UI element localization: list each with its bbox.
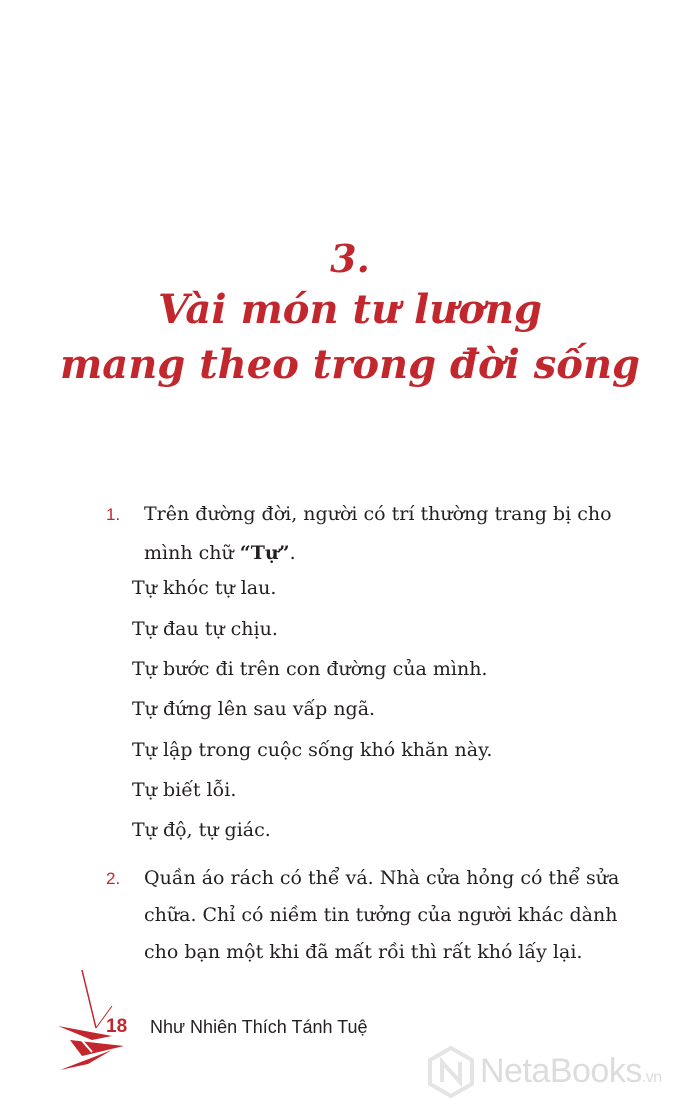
- item-1-line-2-prefix: mình chữ: [144, 542, 240, 564]
- watermark-suffix: .vn: [641, 1069, 662, 1086]
- item-1-number: 1.: [106, 505, 121, 524]
- watermark-text: [480, 1052, 662, 1091]
- sub-line: Tự lập trong cuộc sống khó khăn này.: [132, 739, 493, 761]
- sub-line: Tự đau tự chịu.: [132, 618, 278, 640]
- item-1-line-1: Trên đường đời, người có trí thường trang bị cho: [144, 503, 612, 525]
- emphasis-tu: “Tự”: [239, 542, 290, 564]
- sub-line: Tự bước đi trên con đường của mình.: [132, 658, 488, 680]
- page-number: 18: [106, 1016, 128, 1037]
- chapter-title-line-1: Vài món tư lương: [158, 286, 542, 333]
- item-2-line: chữa. Chỉ có niềm tin tưởng của người khác dành: [144, 904, 618, 926]
- sub-line: Tự biết lỗi.: [132, 779, 237, 801]
- item-2-line: cho bạn một khi đã mất rồi thì rất khó lấy lại.: [144, 941, 583, 963]
- item-2-line: Quần áo rách có thể vá. Nhà cửa hỏng có thể sửa: [144, 867, 620, 889]
- chapter-title-line-2: mang theo trong đời sống: [59, 341, 641, 388]
- sub-line: Tự đứng lên sau vấp ngã.: [132, 698, 376, 720]
- watermark-brand: NetaBooks: [480, 1052, 642, 1090]
- item-1-line-2: [144, 541, 296, 565]
- item-2-number: 2.: [106, 869, 121, 888]
- sub-line: Tự khóc tự lau.: [132, 577, 277, 599]
- chapter-number: 3.: [330, 236, 370, 281]
- item-1-line-2-suffix: .: [289, 542, 296, 564]
- sub-line: Tự độ, tự giác.: [132, 819, 271, 841]
- author-name: Như Nhiên Thích Tánh Tuệ: [150, 1017, 368, 1037]
- netabooks-logo-icon: [428, 1046, 474, 1098]
